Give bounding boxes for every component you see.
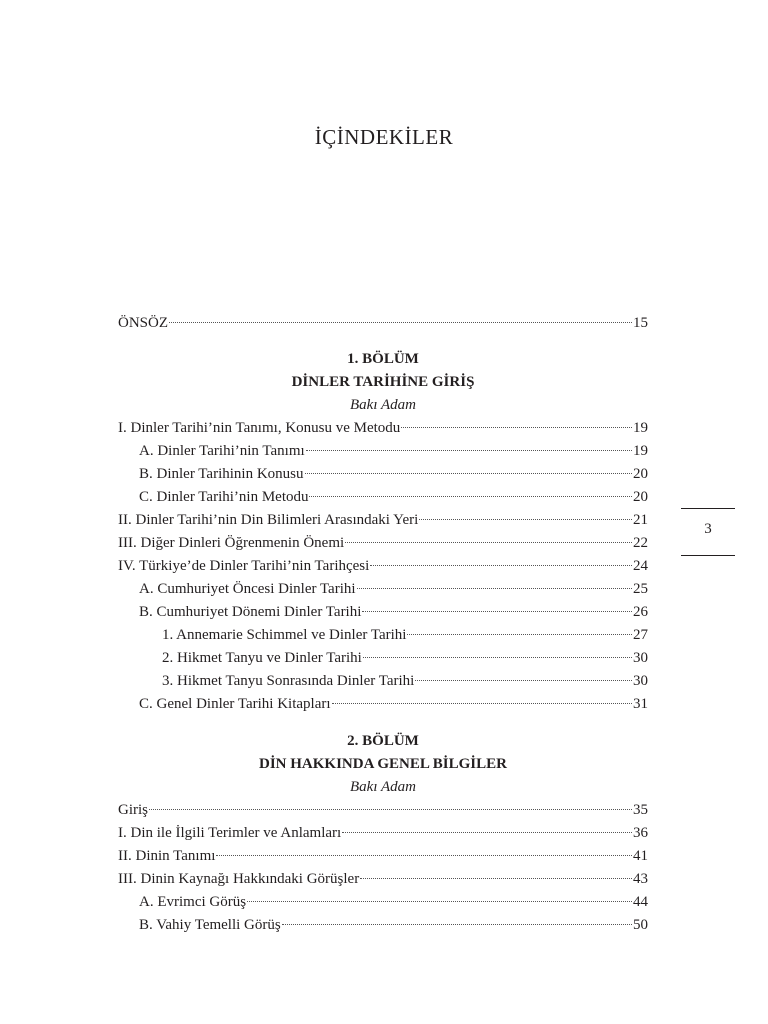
toc-entry-label: B. Vahiy Temelli Görüş — [139, 917, 281, 933]
toc-entry-preface[interactable] — [118, 312, 648, 335]
toc-entry-label: C. Genel Dinler Tarihi Kitapları — [139, 696, 331, 712]
toc-entry-label: 1. Annemarie Schimmel ve Dinler Tarihi — [162, 627, 407, 643]
toc-entry-label: A. Evrimci Görüş — [139, 894, 247, 910]
toc-entry-label: ÖNSÖZ — [118, 315, 169, 331]
dot-leader — [407, 634, 632, 635]
toc-entry-page: 21 — [633, 512, 648, 528]
toc-entry[interactable] — [118, 601, 648, 624]
toc-entry-label: II. Dinin Tanımı — [118, 848, 216, 864]
dot-leader — [169, 322, 632, 323]
dot-leader — [415, 680, 632, 681]
toc-entry-page: 20 — [633, 489, 648, 505]
toc-entry-label: B. Cumhuriyet Dönemi Dinler Tarihi — [139, 604, 362, 620]
toc-entry-page: 30 — [633, 650, 648, 666]
toc-entry-page: 44 — [633, 894, 648, 910]
toc-entry[interactable] — [118, 914, 648, 937]
table-of-contents — [118, 312, 648, 937]
toc-entry[interactable] — [118, 624, 648, 647]
toc-entry[interactable] — [118, 799, 648, 822]
dot-leader — [362, 611, 632, 612]
toc-entry[interactable] — [118, 891, 648, 914]
toc-entry-page: 26 — [633, 604, 648, 620]
section-1-entries — [118, 417, 648, 716]
dot-leader — [216, 855, 632, 856]
section-1-author: Bakı Adam — [350, 397, 416, 413]
toc-entry-label: A. Dinler Tarihi’nin Tanımı — [139, 443, 305, 459]
toc-entry-label: A. Cumhuriyet Öncesi Dinler Tarihi — [139, 581, 356, 597]
section-2-author: Bakı Adam — [350, 779, 416, 795]
toc-entry[interactable] — [118, 693, 648, 716]
toc-entry-label: I. Dinler Tarihi’nin Tanımı, Konusu ve Metodu — [118, 420, 401, 436]
dot-leader — [332, 703, 632, 704]
page-number-rule-bottom — [681, 555, 735, 556]
section-1-subheading: DİNLER TARİHİNE GİRİŞ — [291, 374, 475, 390]
toc-entry-label: 3. Hikmet Tanyu Sonrasında Dinler Tarihi — [162, 673, 415, 689]
toc-entry-page: 31 — [633, 696, 648, 712]
toc-entry-page: 19 — [633, 443, 648, 459]
toc-entry-label: 2. Hikmet Tanyu ve Dinler Tarihi — [162, 650, 362, 666]
dot-leader — [363, 657, 632, 658]
section-2-entries — [118, 799, 648, 937]
toc-entry-page: 41 — [633, 848, 648, 864]
toc-entry-page: 20 — [633, 466, 648, 482]
section-2-subheading: DİN HAKKINDA GENEL BİLGİLER — [259, 756, 507, 772]
toc-entry-page: 30 — [633, 673, 648, 689]
toc-entry-label: B. Dinler Tarihinin Konusu — [139, 466, 304, 482]
section-1-heading: 1. BÖLÜM — [347, 351, 419, 367]
dot-leader — [345, 542, 632, 543]
toc-entry-label: IV. Türkiye’de Dinler Tarihi’nin Tarihçesi — [118, 558, 370, 574]
toc-entry[interactable] — [118, 463, 648, 486]
dot-leader — [360, 878, 632, 879]
page-title: İÇİNDEKİLER — [314, 125, 454, 149]
section-2-heading: 2. BÖLÜM — [347, 733, 419, 749]
dot-leader — [370, 565, 632, 566]
dot-leader — [309, 496, 632, 497]
toc-entry-label: Giriş — [118, 802, 148, 818]
dot-leader — [342, 832, 632, 833]
dot-leader — [357, 588, 632, 589]
toc-entry[interactable] — [118, 555, 648, 578]
dot-leader — [247, 901, 632, 902]
toc-entry-page: 35 — [633, 802, 648, 818]
toc-entry-page: 19 — [633, 420, 648, 436]
toc-entry[interactable] — [118, 670, 648, 693]
toc-entry[interactable] — [118, 647, 648, 670]
dot-leader — [306, 450, 632, 451]
page-number: 3 — [704, 521, 712, 537]
toc-entry-page: 24 — [633, 558, 648, 574]
toc-entry-label: I. Din ile İlgili Terimler ve Anlamları — [118, 825, 342, 841]
toc-entry[interactable] — [118, 868, 648, 891]
toc-entry-label: III. Diğer Dinleri Öğrenmenin Önemi — [118, 535, 345, 551]
toc-entry[interactable] — [118, 509, 648, 532]
dot-leader — [419, 519, 632, 520]
toc-entry[interactable] — [118, 486, 648, 509]
toc-entry-page: 22 — [633, 535, 648, 551]
toc-entry-page: 50 — [633, 917, 648, 933]
toc-entry-label: II. Dinler Tarihi’nin Din Bilimleri Arasındaki Yeri — [118, 512, 419, 528]
toc-entry[interactable] — [118, 822, 648, 845]
toc-entry[interactable] — [118, 417, 648, 440]
toc-entry-page: 27 — [633, 627, 648, 643]
toc-entry-page: 15 — [633, 315, 648, 331]
toc-entry-label: III. Dinin Kaynağı Hakkındaki Görüşler — [118, 871, 360, 887]
toc-entry[interactable] — [118, 532, 648, 555]
toc-entry-page: 36 — [633, 825, 648, 841]
page-number-rule-top — [681, 508, 735, 509]
toc-entry[interactable] — [118, 440, 648, 463]
toc-entry[interactable] — [118, 578, 648, 601]
dot-leader — [305, 473, 633, 474]
toc-entry-page: 43 — [633, 871, 648, 887]
dot-leader — [401, 427, 632, 428]
toc-entry-label: C. Dinler Tarihi’nin Metodu — [139, 489, 309, 505]
dot-leader — [282, 924, 632, 925]
page-number-marker — [681, 508, 735, 556]
toc-entry-page: 25 — [633, 581, 648, 597]
toc-entry[interactable] — [118, 845, 648, 868]
dot-leader — [149, 809, 632, 810]
